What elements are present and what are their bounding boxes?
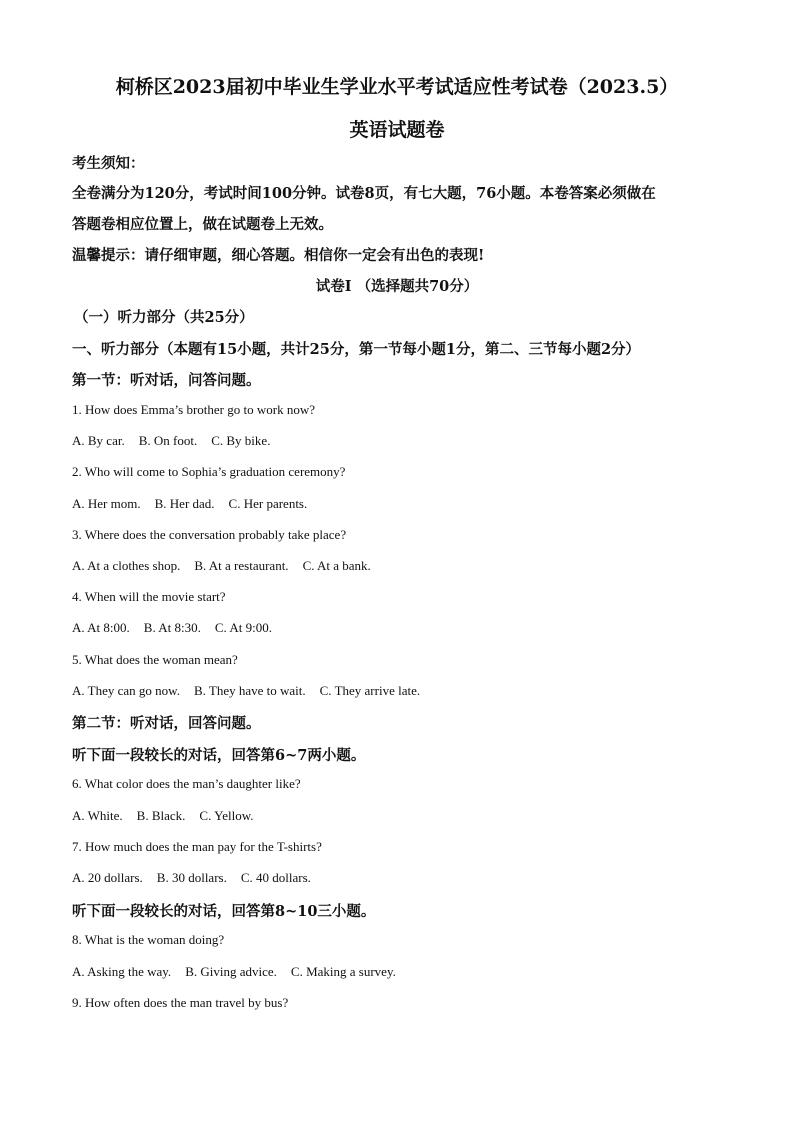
option-c: C. They arrive late. — [319, 683, 421, 698]
option-a: A. They can go now. — [72, 683, 180, 698]
section-listening: （一）听力部分（共25分） — [74, 309, 254, 326]
question-4-options — [72, 620, 286, 636]
option-c: C. At 9:00. — [214, 620, 272, 635]
option-b: B. At 8:30. — [143, 620, 201, 635]
option-c: C. At a bank. — [302, 558, 371, 573]
notice-line-1: 全卷满分为120分，考试时间100分钟。试卷8页，有七大题，76小题。本卷答案必须做在 — [72, 185, 656, 202]
page-title: 柯桥区2023届初中毕业生学业水平考试适应性考试卷（2023.5） — [115, 76, 679, 98]
option-a: A. By car. — [72, 433, 125, 448]
option-b: B. At a restaurant. — [194, 558, 289, 573]
option-b: B. Giving advice. — [185, 964, 277, 979]
page-subtitle: 英语试题卷 — [349, 119, 445, 141]
question-6: 6. What color does the man’s daughter like? — [72, 776, 301, 791]
question-5: 5. What does the woman mean? — [72, 652, 238, 667]
part-title: 试卷Ⅰ （选择题共70分） — [315, 278, 479, 295]
question-1-options — [72, 433, 284, 449]
question-2-options — [72, 496, 321, 512]
question-8-options — [72, 964, 410, 980]
option-b: B. Her dad. — [154, 496, 215, 511]
notice-line-2: 答题卷相应位置上，做在试题卷上无效。 — [72, 216, 333, 233]
option-a: A. Asking the way. — [72, 964, 172, 979]
question-2: 2. Who will come to Sophia’s graduation ceremony? — [72, 464, 346, 479]
option-b: B. On foot. — [138, 433, 198, 448]
question-9: 9. How often does the man travel by bus? — [72, 995, 289, 1010]
notice-heading: 考生须知： — [72, 155, 145, 172]
dialog-8-10-instruction: 听下面一段较长的对话，回答第8~10三小题。 — [72, 903, 376, 920]
option-a: A. At 8:00. — [72, 620, 130, 635]
option-c: C. Making a survey. — [290, 964, 396, 979]
question-7-options — [72, 870, 325, 886]
option-a: A. 20 dollars. — [72, 870, 143, 885]
option-a: A. Her mom. — [72, 496, 141, 511]
section-1-title: 第一节：听对话，问答问题。 — [72, 372, 261, 389]
option-a: A. At a clothes shop. — [72, 558, 181, 573]
question-5-options — [72, 683, 434, 699]
section-2-title: 第二节：听对话，回答问题。 — [72, 715, 261, 732]
question-3: 3. Where does the conversation probably take place? — [72, 527, 347, 542]
question-8: 8. What is the woman doing? — [72, 932, 225, 947]
option-b: B. 30 dollars. — [156, 870, 227, 885]
option-b: B. Black. — [136, 808, 186, 823]
option-a: A. White. — [72, 808, 123, 823]
option-c: C. 40 dollars. — [240, 870, 311, 885]
question-7: 7. How much does the man pay for the T-shirts? — [72, 839, 322, 854]
option-c: C. Her parents. — [228, 496, 308, 511]
option-c: C. Yellow. — [199, 808, 254, 823]
question-6-options — [72, 808, 268, 824]
question-1: 1. How does Emma’s brother go to work now? — [72, 402, 315, 417]
option-c: C. By bike. — [211, 433, 271, 448]
listening-instructions: 一、听力部分（本题有15小题，共计25分，第一节每小题1分，第二、三节每小题2分） — [72, 341, 641, 358]
question-3-options — [72, 558, 385, 574]
notice-tip: 温馨提示：请仔细审题，细心答题。相信你一定会有出色的表现! — [72, 247, 485, 264]
dialog-6-7-instruction: 听下面一段较长的对话，回答第6~7两小题。 — [72, 747, 366, 764]
option-b: B. They have to wait. — [193, 683, 306, 698]
question-4: 4. When will the movie start? — [72, 589, 226, 604]
